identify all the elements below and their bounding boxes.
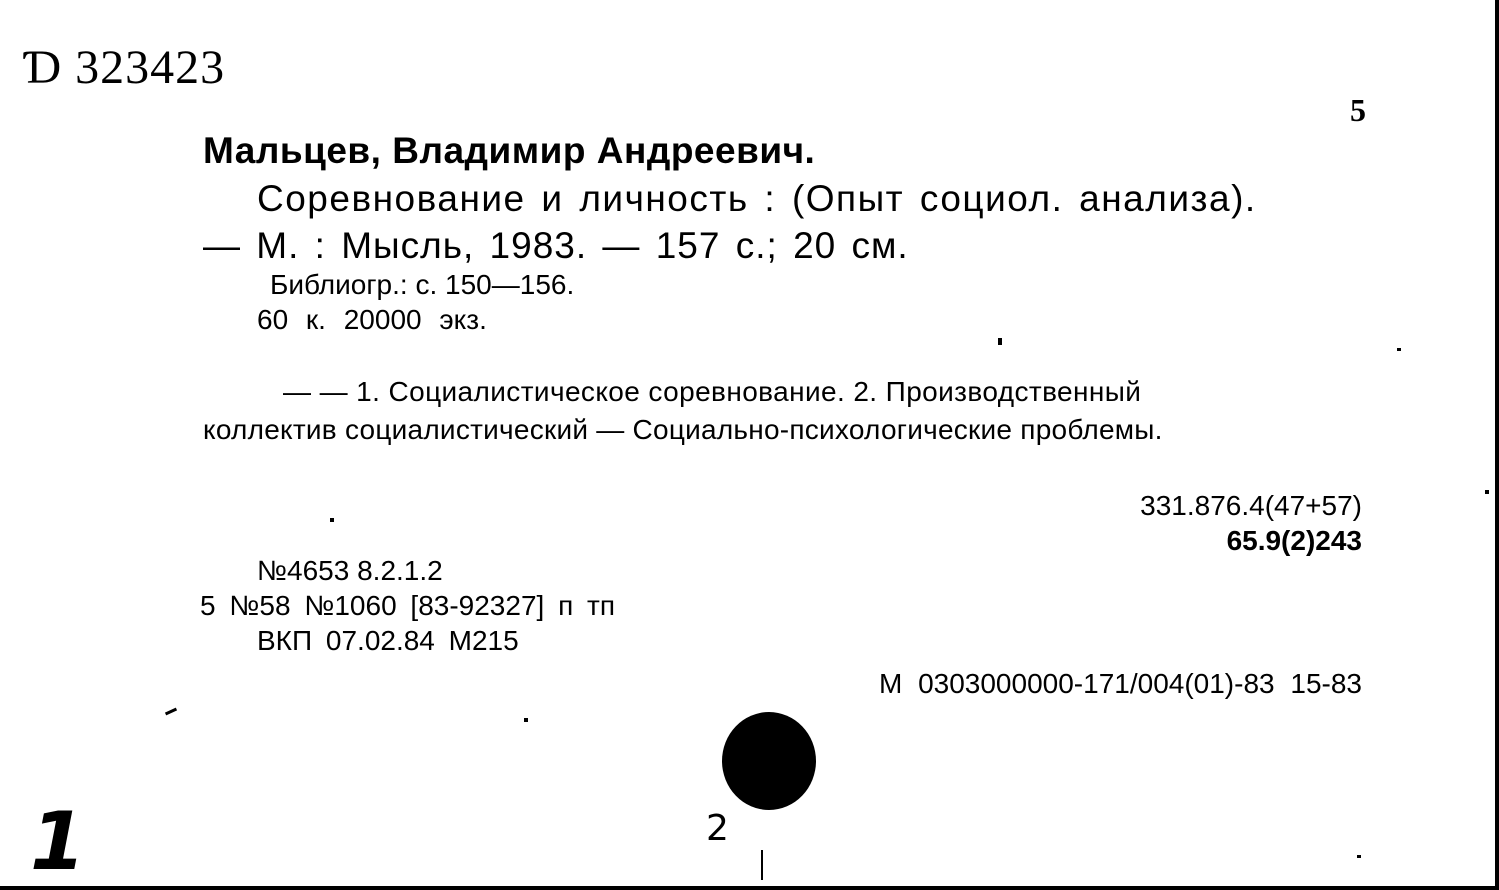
bbk-index: 65.9(2)243 [1226, 525, 1362, 556]
registration-line: 5 №58 №1060 [83-92327] п тп [200, 590, 616, 621]
speck [761, 850, 763, 880]
punch-hole [722, 712, 816, 810]
subject-line-2: коллектив социалистический — Социально-психологические проблемы. [203, 414, 1163, 445]
speck [1357, 855, 1361, 858]
handwritten-mark-2: 2 [706, 808, 729, 849]
speck [330, 518, 334, 522]
subject-headings [203, 373, 1371, 449]
speck [1397, 348, 1401, 351]
imprint-line: — М. : Мысль, 1983. — 157 с.; 20 см. [203, 225, 909, 266]
handwritten-mark-1: 1 [30, 795, 86, 888]
price-print-run: 60 к. 20000 экз. [257, 304, 487, 335]
bibliography-note: Библиогр.: с. 150—156. [270, 269, 575, 300]
catalog-number: Ɗ 323423 [22, 41, 226, 94]
vkp-line: ВКП 07.02.84 М215 [257, 625, 519, 656]
udc-index: 331.876.4(47+57) [1140, 490, 1362, 521]
title-line: Соревнование и личность : (Опыт социол. анализа). [257, 178, 1257, 219]
speck [524, 718, 528, 722]
speck [165, 708, 177, 716]
accession-number: №4653 8.2.1.2 [257, 555, 443, 586]
speck [998, 338, 1002, 345]
card-number: 5 [1350, 92, 1366, 128]
print-code: М 0303000000-171/004(01)-83 15-83 [878, 668, 1362, 699]
subject-line-1: — — 1. Социалистическое соревнование. 2. Производственный [283, 376, 1142, 407]
author-heading: Мальцев, Владимир Андреевич. [203, 130, 816, 171]
speck [1485, 490, 1489, 494]
